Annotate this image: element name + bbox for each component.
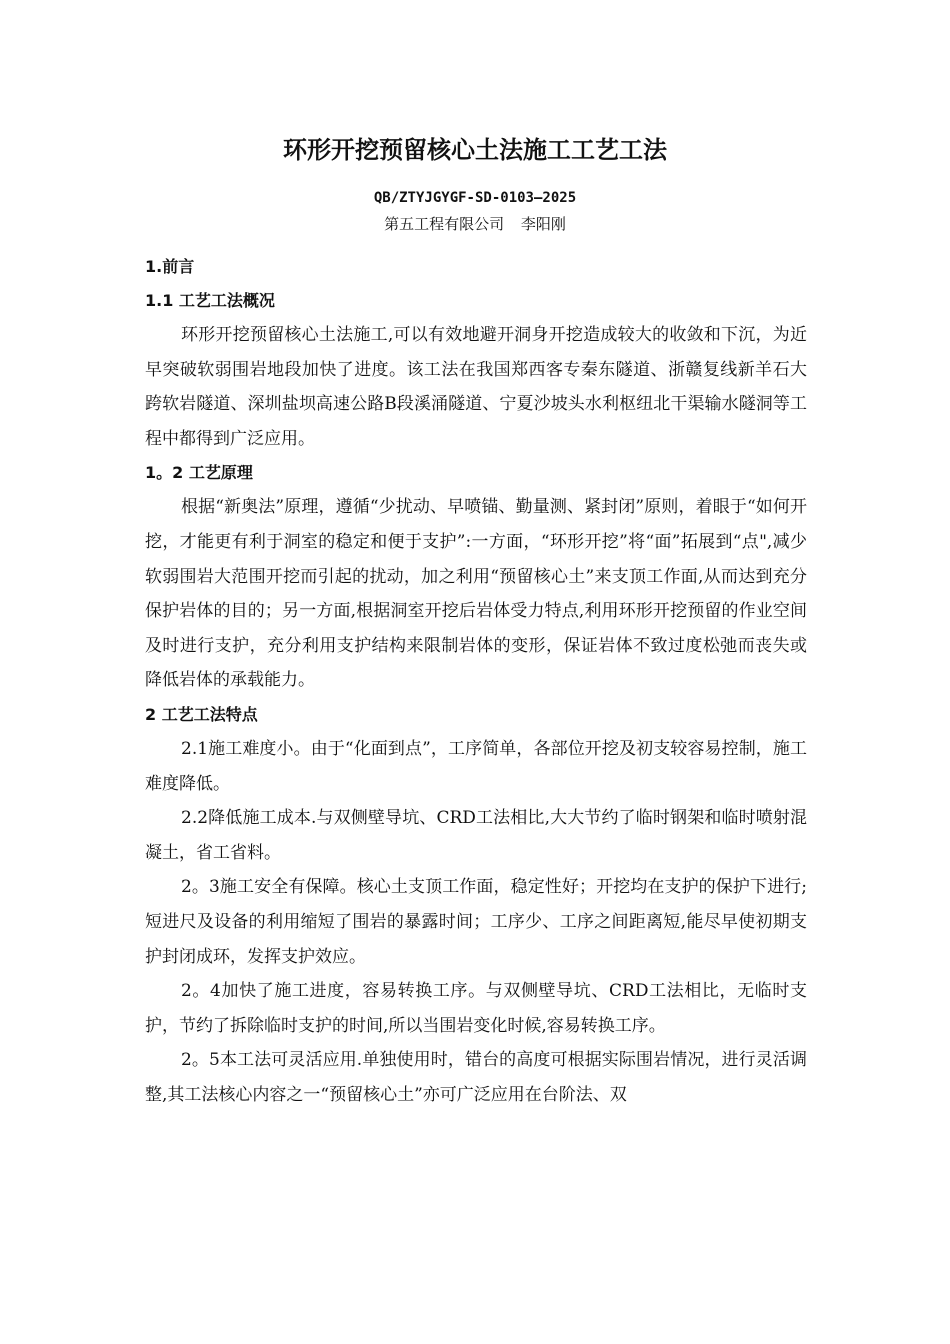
document-code: QB/ZTYJGYGF-SD-0103—2025: [373, 190, 577, 206]
paragraph-2-4: 2。4加快了施工进度，容易转换工序。与双侧壁导坑、CRD工法相比，无临时支护，节约了拆除临时支护的时间,所以当围岩变化时候,容易转换工序。: [145, 981, 807, 1036]
paragraph-1-1: 环形开挖预留核心土法施工,可以有效地避开洞身开挖造成较大的收敛和下沉，为近早突破软弱围岩地段加快了进度。该工法在我国郑西客专秦东隧道、浙赣复线新羊石大跨软岩隧道、深圳盐坝高速公路B段溪涌隧道、宁夏沙坡头水利枢纽北干渠输水隧洞等工程中都得到广泛应用。: [145, 325, 807, 449]
document-title: 环形开挖预留核心土法施工工艺工法: [283, 136, 667, 164]
section-heading-1-1: 1.1 工艺工法概况: [145, 291, 275, 310]
section-heading-1: 1.前言: [145, 257, 195, 276]
paragraph-2-1: 2.1施工难度小。由于“化面到点”，工序简单，各部位开挖及初支较容易控制，施工难度降低。: [145, 738, 807, 794]
paragraph-2-3: 2。3施工安全有保障。核心土支顶工作面，稳定性好；开挖均在支护的保护下进行;短进尺及设备的利用缩短了围岩的暴露时间；工序少、工序之间距离短,能尽早使初期支护封闭成环，发挥支护效应。: [145, 877, 807, 967]
section-heading-2: 2 工艺工法特点: [145, 704, 258, 724]
document-body: [145, 250, 807, 1112]
paragraph-2-2: 2.2降低施工成本.与双侧壁导坑、CRD工法相比,大大节约了临时钢架和临时喷射混凝土，省工省料。: [145, 808, 807, 863]
document-author-line: 第五工程有限公司 李阳刚: [384, 215, 566, 233]
section-heading-1-2: 1。2 工艺原理: [145, 463, 253, 483]
paragraph-2-5: 2。5本工法可灵活应用.单独使用时，错台的高度可根据实际围岩情况，进行灵活调整,其工法核心内容之一“预留核心土”亦可广泛应用在台阶法、双: [145, 1050, 807, 1105]
paragraph-1-2: 根据“新奥法”原理，遵循“少扰动、早喷锚、勤量测、紧封闭”原则，着眼于“如何开挖，才能更有利于洞室的稳定和便于支护”:一方面，“环形开挖”将“面”拓展到“点",减少软弱围岩大范围开挖而引起的扰动，加之利用“预留核心土”来支顶工作面,从而达到充分保护岩体的目的；另一方面,根据洞室开挖后岩体受力特点,利用环形开挖预留的作业空间及时进行支护，充分利用支护结构来限制岩体的变形，保证岩体不致过度松弛而丧失或降低岩体的承载能力。: [145, 497, 807, 691]
